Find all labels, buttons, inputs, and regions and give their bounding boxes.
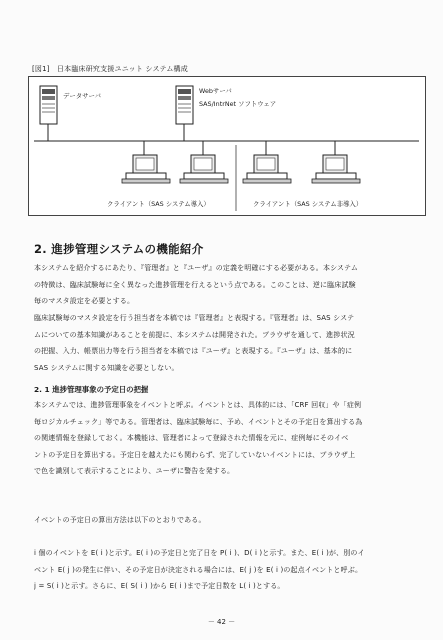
page-number: － 42 －	[207, 618, 236, 626]
paragraph-line: j = S( i )と示す。さらに、E( S( i ) )から E( i )まで予定日数を L( i )とする。	[34, 582, 285, 591]
paragraph-method-intro	[34, 512, 406, 529]
client-computer-icon-2	[180, 141, 228, 183]
paragraph-line: ベント E( j )の発生に伴い、その予定日が決定される場合には、E( j )を E( i )の起点イベントと呼ぶ。	[34, 565, 363, 574]
figure-caption: [図1] 日本臨床研究支援ユニット システム構成	[32, 65, 188, 73]
web-server-icon	[176, 86, 193, 141]
paragraph-line: の把握、入力、帳票出力等を行う担当者を本稿では『ユーザ』と表現する。『ユーザ』は、基本的に	[34, 347, 353, 356]
client-computer-icon-4	[312, 141, 360, 183]
paragraph-line: 毎のマスタ設定を必要とする。	[34, 297, 135, 306]
system-diagram-svg	[29, 77, 427, 217]
paragraph-line: ントの予定日を算出する。予定日を越えたにも関わらず、完了していないイベントには、ブラウザ上	[34, 450, 356, 459]
client-label-sas: クライアント（SAS システム導入）	[107, 200, 210, 208]
web-server-label: Webサーバ	[199, 87, 232, 95]
subsection-heading: 2. 1 進捗管理事象の予定日の把握	[34, 385, 149, 394]
paragraph-events	[34, 397, 406, 480]
system-diagram	[28, 76, 426, 216]
paragraph-line: ムについての基本知識があることを前提に、本システムは開発された。ブラウザを通して、進捗状況	[34, 330, 355, 339]
paragraph-line: 本システムでは、進捗管理事象をイベントと呼ぶ。イベントとは、具体的には、「CRF 回収」や「症例	[34, 401, 362, 409]
paragraph-roles	[34, 310, 406, 376]
section-heading: 2. 進捗管理システムの機能紹介	[34, 242, 204, 256]
client-computer-icon-1	[122, 141, 170, 183]
paragraph-line: の関連情報を登録しておく。本機能は、管理者によって登録された情報を元に、症例毎にそのイベ	[34, 434, 349, 443]
client-label-non-sas: クライアント（SAS システム非導入）	[253, 200, 363, 208]
client-computer-icon-3	[243, 141, 291, 183]
web-server-software-label: SAS/IntrNet ソフトウェア	[199, 100, 277, 108]
data-server-icon	[40, 86, 57, 141]
paragraph-notation	[34, 545, 406, 595]
paragraph-definitions	[34, 260, 406, 310]
paragraph-line: 本システムを紹介するにあたり、『管理者』と『ユーザ』の定義を明確にする必要がある。本システム	[34, 264, 358, 272]
data-server-label: データサーバ	[63, 92, 102, 100]
paragraph-line: i 個のイベントを E( i )と示す。E( i )の予定日と完了日を P( i )、D( i )と示す。また、E( i )が、別のイ	[34, 549, 365, 557]
paragraph-line: の特徴は、臨床試験毎に全く異なった進捗管理を行えるという点である。このことは、逆に臨床試験	[34, 280, 356, 289]
paragraph-line: SAS システムに関する知識を必要としない。	[34, 363, 179, 372]
paragraph-line: 臨床試験毎のマスタ設定を行う担当者を本稿では『管理者』と表現する。『管理者』は、SAS システ	[34, 314, 355, 322]
paragraph-line: 毎ロジカルチェック」等である。管理者は、臨床試験毎に、予め、イベントとその予定日を算出する為	[34, 417, 363, 426]
paragraph-line: で色を識別して表示することにより、ユーザに警告を発する。	[34, 467, 235, 476]
paragraph-line: イベントの予定日の算出方法は以下のとおりである。	[34, 516, 206, 524]
